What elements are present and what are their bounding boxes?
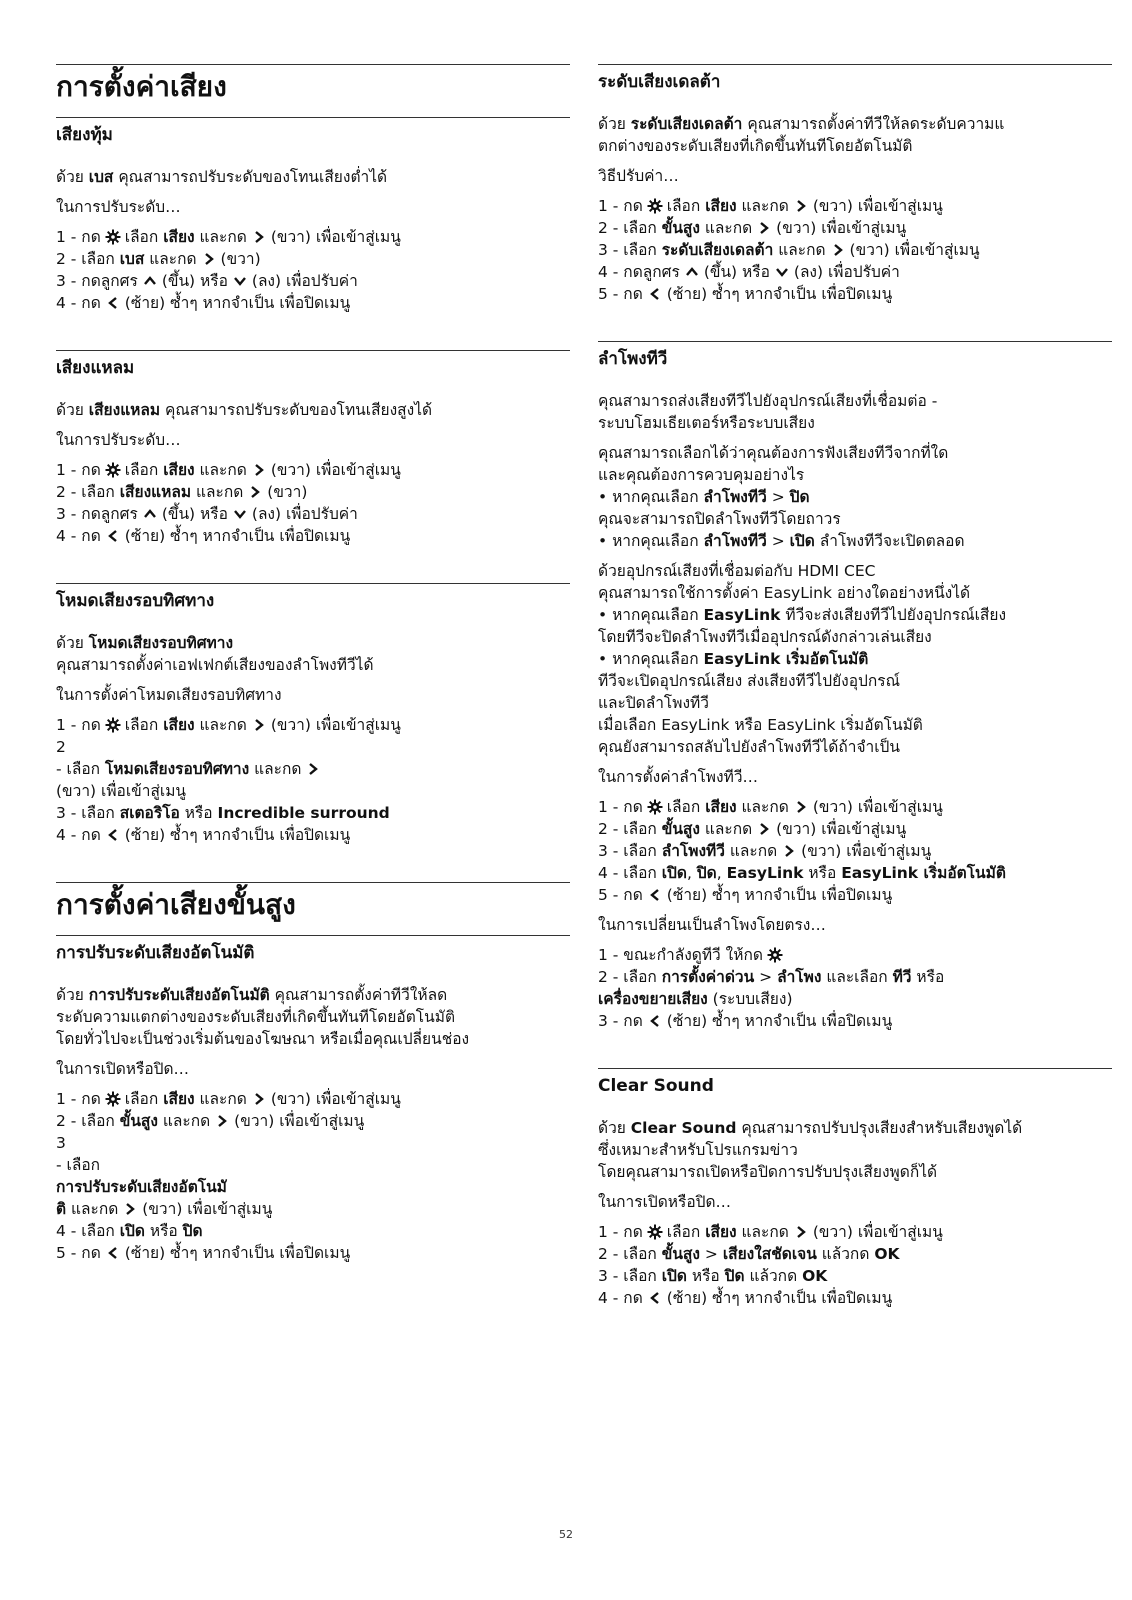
section-title-advanced-sound: การตั้งค่าเสียงขั้นสูง xyxy=(56,882,570,921)
chevron-right-icon xyxy=(756,821,772,837)
step-4: 4 - กดลูกศร (ขึ้น) หรือ (ลง) เพื่อปรับค่า xyxy=(598,263,900,281)
step-4: 4 - กด (ซ้าย) ซ้ำๆ หากจำเป็น เพื่อปิดเมนู xyxy=(56,294,351,312)
step-2: 2 - เลือก เบส และกด (ขวา) xyxy=(56,250,261,268)
chevron-right-icon xyxy=(251,229,267,245)
chevron-left-icon xyxy=(647,1290,663,1306)
bass-intro: ในการปรับระดับ… xyxy=(56,198,181,216)
step-1: 1 - กด เลือก เสียง และกด (ขวา) เพื่อเข้าสู่เมนู xyxy=(598,1223,943,1241)
delta-section xyxy=(598,64,1112,305)
bass-heading: เสียงทุ้ม xyxy=(56,117,570,152)
surround-intro: ในการตั้งค่าโหมดเสียงรอบทิศทาง xyxy=(56,686,282,704)
chevron-left-icon xyxy=(105,295,121,311)
speakers-intro: ในการตั้งค่าลำโพงทีวี… xyxy=(598,768,759,786)
gear-icon xyxy=(105,229,121,245)
step-3-option: การปรับระดับเสียงอัตโนมั xyxy=(56,1178,227,1196)
chevron-right-icon xyxy=(793,198,809,214)
chevron-up-icon xyxy=(684,264,700,280)
bass-description: ด้วย เบส คุณสามารถปรับระดับของโทนเสียงต่ำได้ xyxy=(56,168,388,186)
gear-icon xyxy=(767,947,783,963)
step-1: 1 - กด เลือก เสียง และกด (ขวา) เพื่อเข้าสู่เมนู xyxy=(56,228,401,246)
chevron-right-icon xyxy=(793,1224,809,1240)
step-1: 1 - กด เลือก เสียง และกด (ขวา) เพื่อเข้าสู่เมนู xyxy=(56,716,401,734)
delta-steps xyxy=(598,195,1112,305)
chevron-right-icon xyxy=(305,761,321,777)
clear-sound-description: ด้วย Clear Sound คุณสามารถปรับปรุงเสียงสำหรับเสียงพูดได้ ซึ่งเหมาะสำหรับโปรแกรมข่าว โดยคุณสามารถเปิดหรือปิดการปรับปรุงเสียงพูดก็ได้ xyxy=(598,1119,1023,1181)
chevron-right-icon xyxy=(251,717,267,733)
speakers-intro-2: ในการเปลี่ยนเป็นลำโพงโดยตรง… xyxy=(598,916,826,934)
step-2: 2 - เลือก ขั้นสูง > เสียงใสชัดเจน แล้วกด OK xyxy=(598,1245,900,1263)
delta-description: ด้วย ระดับเสียงเดลต้า คุณสามารถตั้งค่าทีวีให้ลดระดับความแ ตกต่างของระดับเสียงที่เกิดขึ้นทันทีโดยอัตโนมัติ xyxy=(598,115,1005,155)
step-3-cont: ติ และกด (ขวา) เพื่อเข้าสู่เมนู xyxy=(56,1200,273,1218)
chevron-left-icon xyxy=(647,286,663,302)
chevron-right-icon xyxy=(756,220,772,236)
chevron-left-icon xyxy=(647,1013,663,1029)
surround-steps xyxy=(56,714,570,846)
avl-intro: ในการเปิดหรือปิด… xyxy=(56,1060,190,1078)
clear-sound-heading: Clear Sound xyxy=(598,1068,1112,1103)
step-3: 3 - เลือก เปิด หรือ ปิด แล้วกด OK xyxy=(598,1267,828,1285)
avl-steps xyxy=(56,1088,570,1264)
chevron-down-icon xyxy=(774,264,790,280)
tv-speakers-heading: ลำโพงทีวี xyxy=(598,341,1112,376)
chevron-left-icon xyxy=(105,528,121,544)
step-4: 4 - กด (ซ้าย) ซ้ำๆ หากจำเป็น เพื่อปิดเมนู xyxy=(56,826,351,844)
step-1: 1 - กด เลือก เสียง และกด (ขวา) เพื่อเข้าสู่เมนู xyxy=(56,461,401,479)
speakers-direct-steps xyxy=(598,944,1112,1032)
avl-section xyxy=(56,935,570,1264)
clear-sound-section xyxy=(598,1068,1112,1309)
chevron-left-icon xyxy=(105,827,121,843)
step-2-number: 2 xyxy=(56,738,66,756)
gear-icon xyxy=(105,462,121,478)
tv-speakers-section xyxy=(598,341,1112,1032)
chevron-right-icon xyxy=(793,799,809,815)
step-2: 2 - เลือก การตั้งค่าด่วน > ลำโพง และเลือก ทีวี หรือ xyxy=(598,968,945,986)
chevron-down-icon xyxy=(232,506,248,522)
speakers-para-2: คุณสามารถเลือกได้ว่าคุณต้องการฟังเสียงทีวีจากที่ใด และคุณต้องการควบคุมอย่างไร • หากคุณเลือก ลำโพงทีวี > ปิด คุณจะสามารถปิดลำโพงทีวีโดยถาวร • หากคุณเลือก ลำโพงทีวี > เปิด ลำโพงทีวีจะเปิดตลอด xyxy=(598,444,965,550)
left-column xyxy=(56,64,570,1300)
step-2-cont: (ขวา) เพื่อเข้าสู่เมนู xyxy=(56,782,187,800)
step-2-cont: เครื่องขยายเสียง (ระบบเสียง) xyxy=(598,990,793,1008)
chevron-right-icon xyxy=(830,242,846,258)
step-4: 4 - กด (ซ้าย) ซ้ำๆ หากจำเป็น เพื่อปิดเมนู xyxy=(598,1289,893,1307)
gear-icon xyxy=(105,717,121,733)
step-3-number: 3 xyxy=(56,1134,66,1152)
surround-section xyxy=(56,583,570,846)
chevron-right-icon xyxy=(214,1113,230,1129)
step-5: 5 - กด (ซ้าย) ซ้ำๆ หากจำเป็น เพื่อปิดเมนู xyxy=(56,1244,351,1262)
step-3: - เลือก xyxy=(56,1156,101,1174)
gear-icon xyxy=(647,198,663,214)
step-1: 1 - ขณะกำลังดูทีวี ให้กด xyxy=(598,944,1112,966)
treble-intro: ในการปรับระดับ… xyxy=(56,431,181,449)
step-1: 1 - กด เลือก เสียง และกด (ขวา) เพื่อเข้าสู่เมนู xyxy=(598,197,943,215)
clear-sound-intro: ในการเปิดหรือปิด… xyxy=(598,1193,732,1211)
chevron-right-icon xyxy=(247,484,263,500)
chevron-left-icon xyxy=(647,887,663,903)
speakers-para-1: คุณสามารถส่งเสียงทีวีไปยังอุปกรณ์เสียงที่เชื่อมต่อ - ระบบโฮมเธียเตอร์หรือระบบเสียง xyxy=(598,392,938,432)
step-1: 1 - กด เลือก เสียง และกด (ขวา) เพื่อเข้าสู่เมนู xyxy=(598,798,943,816)
chevron-up-icon xyxy=(142,273,158,289)
step-3: 3 - กดลูกศร (ขึ้น) หรือ (ลง) เพื่อปรับค่า xyxy=(56,505,358,523)
treble-heading: เสียงแหลม xyxy=(56,350,570,385)
treble-section xyxy=(56,350,570,547)
step-3: 3 - เลือก สเตอริโอ หรือ Incredible surround xyxy=(56,804,390,822)
delta-intro: วิธีปรับค่า… xyxy=(598,167,679,185)
avl-description: ด้วย การปรับระดับเสียงอัตโนมัติ คุณสามารถตั้งค่าทีวีให้ลด ระดับความแตกต่างของระดับเสียงที่เกิดขึ้นทันทีโดยอัตโนมัติ โดยทั่วไปจะเป็นช่วงเริ่มต้นของโฆษณา หรือเมื่อคุณเปลี่ยนช่อง xyxy=(56,986,470,1048)
step-5: 5 - กด (ซ้าย) ซ้ำๆ หากจำเป็น เพื่อปิดเมนู xyxy=(598,886,893,904)
step-2: 2 - เลือก ขั้นสูง และกด (ขวา) เพื่อเข้าสู่เมนู xyxy=(598,219,907,237)
step-3: 3 - กด (ซ้าย) ซ้ำๆ หากจำเป็น เพื่อปิดเมนู xyxy=(598,1012,893,1030)
step-4: 4 - เลือก เปิด หรือ ปิด xyxy=(56,1222,203,1240)
gear-icon xyxy=(105,1091,121,1107)
step-1: 1 - กด เลือก เสียง และกด (ขวา) เพื่อเข้าสู่เมนู xyxy=(56,1090,401,1108)
page-number: 52 xyxy=(559,1528,573,1541)
bass-steps xyxy=(56,226,570,314)
speakers-para-3: ด้วยอุปกรณ์เสียงที่เชื่อมต่อกับ HDMI CEC คุณสามารถใช้การตั้งค่า EasyLink อย่างใดอย่างหนึ่งได้ • หากคุณเลือก EasyLink ทีวีจะส่งเสียงทีวีไปยังอุปกรณ์เสียง โดยทีวีจะปิดลำโพงทีวีเมื่ออุปกรณ์ดังกล่าวเล่นเสียง • หากคุณเลือก EasyLink เริ่มอัตโนมัติ ทีวีจะเปิดอุปกรณ์เสียง ส่งเสียงทีวีไปยังอุปกรณ์ และปิดลำโพงทีวี เมื่อเลือก EasyLink หรือ EasyLink เริ่มอัตโนมัติ คุณยังสามารถสลับไปยังลำโพงทีวีได้ถ้าจำเป็น xyxy=(598,562,1007,756)
clear-sound-steps xyxy=(598,1221,1112,1309)
surround-heading: โหมดเสียงรอบทิศทาง xyxy=(56,583,570,618)
gear-icon xyxy=(647,799,663,815)
chevron-up-icon xyxy=(142,506,158,522)
chevron-down-icon xyxy=(232,273,248,289)
step-3: 3 - กดลูกศร (ขึ้น) หรือ (ลง) เพื่อปรับค่า xyxy=(56,272,358,290)
step-4: 4 - กด (ซ้าย) ซ้ำๆ หากจำเป็น เพื่อปิดเมนู xyxy=(56,527,351,545)
speakers-steps xyxy=(598,796,1112,906)
step-2: 2 - เลือก ขั้นสูง และกด (ขวา) เพื่อเข้าสู่เมนู xyxy=(598,820,907,838)
surround-description: ด้วย โหมดเสียงรอบทิศทาง คุณสามารถตั้งค่าเอฟเฟกต์เสียงของลำโพงทีวีได้ xyxy=(56,634,374,674)
treble-steps xyxy=(56,459,570,547)
chevron-right-icon xyxy=(781,843,797,859)
section-title-sound-settings: การตั้งค่าเสียง xyxy=(56,64,570,103)
treble-description: ด้วย เสียงแหลม คุณสามารถปรับระดับของโทนเสียงสูงได้ xyxy=(56,401,433,419)
chevron-right-icon xyxy=(251,462,267,478)
gear-icon xyxy=(647,1224,663,1240)
chevron-right-icon xyxy=(201,251,217,267)
step-5: 5 - กด (ซ้าย) ซ้ำๆ หากจำเป็น เพื่อปิดเมนู xyxy=(598,285,893,303)
step-3: 3 - เลือก ลำโพงทีวี และกด (ขวา) เพื่อเข้าสู่เมนู xyxy=(598,842,932,860)
step-4: 4 - เลือก เปิด, ปิด, EasyLink หรือ EasyLink เริ่มอัตโนมัติ xyxy=(598,864,1006,882)
chevron-left-icon xyxy=(105,1245,121,1261)
chevron-right-icon xyxy=(251,1091,267,1107)
bass-section xyxy=(56,117,570,314)
delta-heading: ระดับเสียงเดลต้า xyxy=(598,64,1112,99)
step-3: 3 - เลือก ระดับเสียงเดลต้า และกด (ขวา) เพื่อเข้าสู่เมนู xyxy=(598,241,980,259)
right-column xyxy=(598,64,1112,1345)
step-2: 2 - เลือก เสียงแหลม และกด (ขวา) xyxy=(56,483,308,501)
chevron-right-icon xyxy=(122,1201,138,1217)
step-2: 2 - เลือก ขั้นสูง และกด (ขวา) เพื่อเข้าสู่เมนู xyxy=(56,1112,365,1130)
avl-heading: การปรับระดับเสียงอัตโนมัติ xyxy=(56,935,570,970)
step-2: - เลือก โหมดเสียงรอบทิศทาง และกด xyxy=(56,758,570,780)
